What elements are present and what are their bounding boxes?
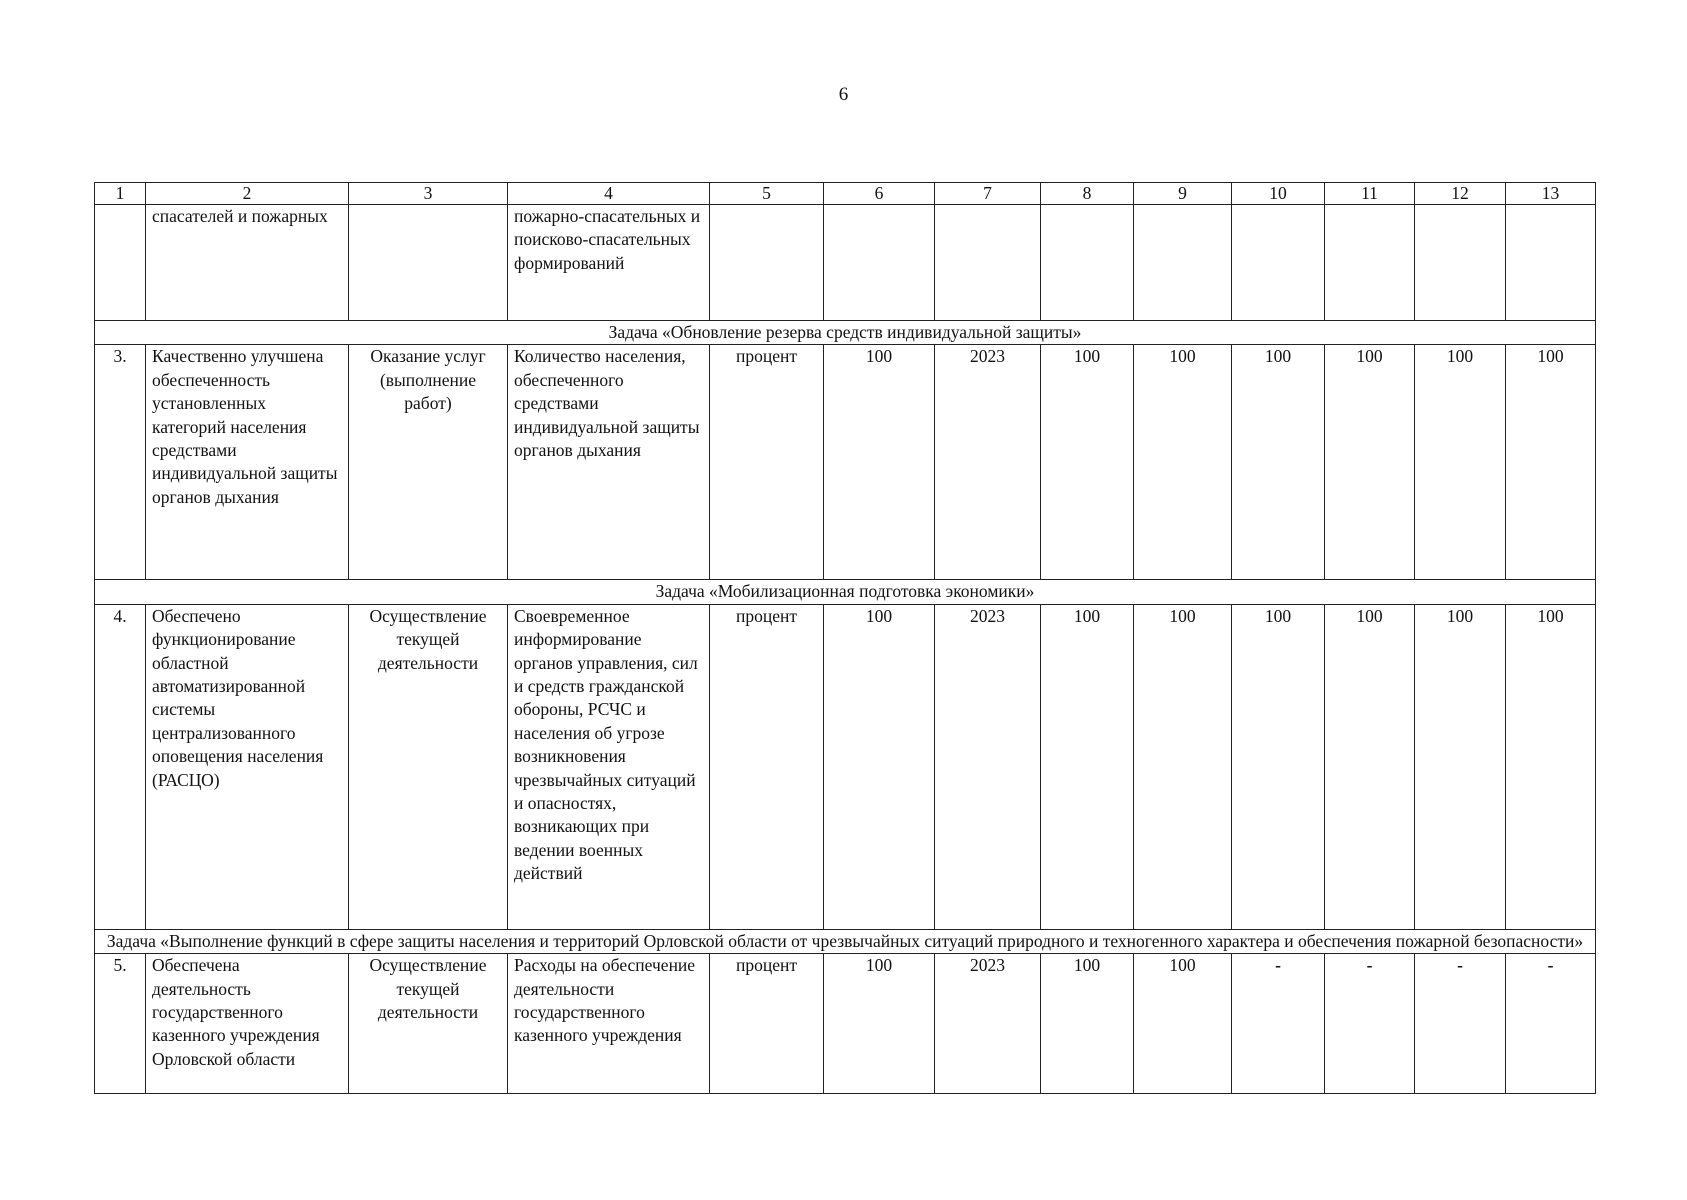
indicator-cell: Расходы на обеспечение деятельности государственного казенного учреждения (508, 954, 710, 1094)
unit-cell: процент (710, 954, 824, 1094)
base-value-cell: 100 (824, 345, 935, 580)
type-cell: Осуществление текущей деятельности (349, 604, 508, 929)
indicators-table (94, 182, 1596, 1094)
value-cell: 100 (1415, 345, 1506, 580)
column-number-cell: 7 (935, 183, 1041, 205)
task-heading-row (95, 580, 1596, 604)
value-cell: 100 (1506, 604, 1596, 929)
row-number-cell (95, 205, 146, 321)
unit-cell: процент (710, 345, 824, 580)
value-cell (824, 205, 935, 321)
result-cell: Обеспечено функционирование областной автоматизированной системы централизованного оповещения населения (РАСЦО) (146, 604, 349, 929)
unit-cell: процент (710, 604, 824, 929)
result-cell: Качественно улучшена обеспеченность установленных категорий населения средствами индивидуальной защиты органов дыхания (146, 345, 349, 580)
value-cell (1506, 205, 1596, 321)
value-cell: - (1325, 954, 1415, 1094)
type-cell: Оказание услуг (выполнение работ) (349, 345, 508, 580)
table-row (95, 604, 1596, 929)
value-cell: 100 (1232, 345, 1325, 580)
page-number: 6 (838, 84, 849, 105)
column-number-cell: 5 (710, 183, 824, 205)
indicator-cell: пожарно-спасательных и поисково-спасательных формирований (508, 205, 710, 321)
value-cell: 100 (1325, 604, 1415, 929)
task-heading: Задача «Выполнение функций в сфере защиты населения и территорий Орловской области от чрезвычайных ситуаций природного и техногенного характера и обеспечения пожарной безопасности» (95, 929, 1596, 953)
row-number-cell: 4. (95, 604, 146, 929)
task-heading-row (95, 321, 1596, 345)
column-number-cell: 6 (824, 183, 935, 205)
row-number-cell: 3. (95, 345, 146, 580)
column-number-cell: 11 (1325, 183, 1415, 205)
value-cell: - (1232, 954, 1325, 1094)
indicator-cell: Своевременное информирование органов управления, сил и средств гражданской обороны, РСЧС и населения об угрозе возникновения чрезвычайных ситуаций и опасностях, возникающих при ведении военных действий (508, 604, 710, 929)
base-value-cell: 100 (824, 604, 935, 929)
result-cell: спасателей и пожарных (146, 205, 349, 321)
column-number-cell: 8 (1041, 183, 1134, 205)
value-cell: 100 (1041, 604, 1134, 929)
value-cell: 100 (1134, 954, 1232, 1094)
column-number-cell: 13 (1506, 183, 1596, 205)
column-number-cell: 10 (1232, 183, 1325, 205)
type-cell: Осуществление текущей деятельности (349, 954, 508, 1094)
value-cell (1134, 205, 1232, 321)
indicator-cell: Количество населения, обеспеченного средствами индивидуальной защиты органов дыхания (508, 345, 710, 580)
value-cell: 100 (1415, 604, 1506, 929)
value-cell (935, 205, 1041, 321)
type-cell (349, 205, 508, 321)
task-heading-row (95, 929, 1596, 953)
value-cell: - (1415, 954, 1506, 1094)
task-heading: Задача «Обновление резерва средств индивидуальной защиты» (95, 321, 1596, 345)
value-cell: 100 (1041, 954, 1134, 1094)
value-cell (1041, 205, 1134, 321)
unit-cell (710, 205, 824, 321)
value-cell: 100 (1041, 345, 1134, 580)
table-row (95, 205, 1596, 321)
column-number-cell: 3 (349, 183, 508, 205)
column-number-cell: 9 (1134, 183, 1232, 205)
task-heading: Задача «Мобилизационная подготовка экономики» (95, 580, 1596, 604)
value-cell (1232, 205, 1325, 321)
result-cell: Обеспечена деятельность государственного казенного учреждения Орловской области (146, 954, 349, 1094)
base-value-cell: 100 (824, 954, 935, 1094)
base-year-cell: 2023 (935, 345, 1041, 580)
column-number-cell: 2 (146, 183, 349, 205)
value-cell: 100 (1232, 604, 1325, 929)
value-cell (1415, 205, 1506, 321)
base-year-cell: 2023 (935, 604, 1041, 929)
column-number-cell: 12 (1415, 183, 1506, 205)
column-number-cell: 1 (95, 183, 146, 205)
value-cell: 100 (1506, 345, 1596, 580)
base-year-cell: 2023 (935, 954, 1041, 1094)
value-cell (1325, 205, 1415, 321)
value-cell: - (1506, 954, 1596, 1094)
value-cell: 100 (1325, 345, 1415, 580)
table-row (95, 345, 1596, 580)
value-cell: 100 (1134, 604, 1232, 929)
column-number-cell: 4 (508, 183, 710, 205)
column-number-row (95, 183, 1596, 205)
value-cell: 100 (1134, 345, 1232, 580)
row-number-cell: 5. (95, 954, 146, 1094)
table-row (95, 954, 1596, 1094)
